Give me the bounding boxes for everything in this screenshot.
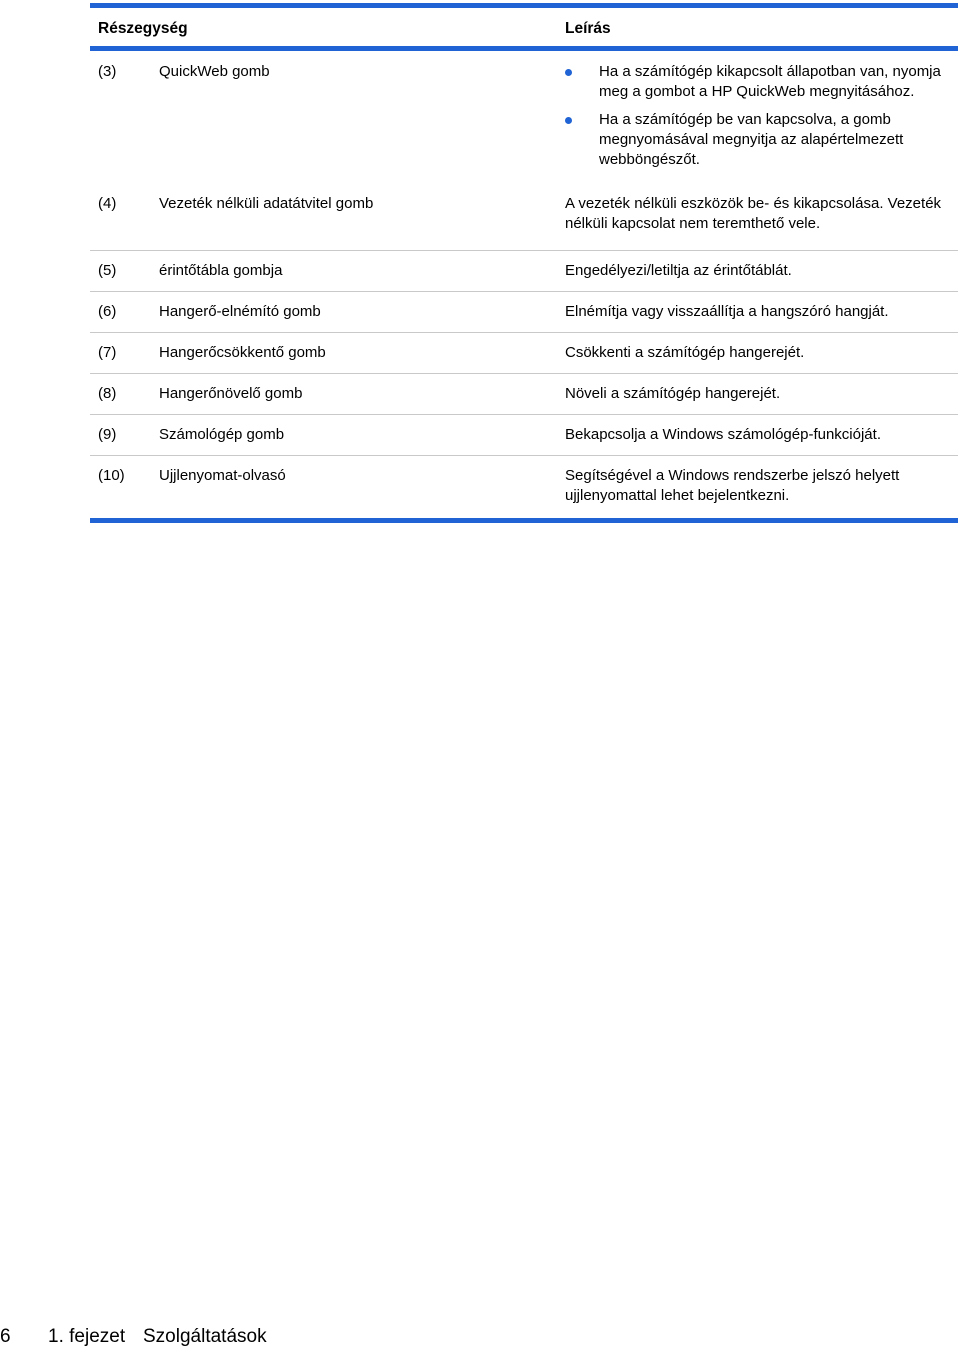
row-component: Hangerőnövelő gomb [159, 385, 303, 402]
header-description: Leírás [565, 20, 611, 37]
table-row [90, 374, 958, 414]
row-number: (10) [98, 467, 125, 484]
list-item [565, 62, 955, 102]
component-table [90, 3, 958, 523]
row-component: Vezeték nélküli adatátvitel gomb [159, 195, 374, 212]
row-description: A vezeték nélküli eszközök be- és kikapcsolása. Vezeték nélküli kapcsolat nem teremthető vele. [565, 195, 942, 232]
bullet-icon [565, 69, 572, 76]
row-number: (4) [98, 195, 117, 212]
bullet-text: Ha a számítógép kikapcsolt állapotban van, nyomja meg a gombot a HP QuickWeb megnyitásához. [599, 63, 941, 100]
row-description: Elnémítja vagy visszaállítja a hangszóró hangját. [565, 303, 889, 320]
row-number: (9) [98, 426, 117, 443]
table-row [90, 51, 958, 186]
table-row [90, 186, 958, 250]
list-item [565, 110, 955, 170]
row-component: Számológép gomb [159, 426, 285, 443]
bullet-text: Ha a számítógép be van kapcsolva, a gomb megnyomásával megnyitja az alapértelmezett webböngészőt. [599, 111, 904, 168]
header-component: Részegység [98, 20, 188, 37]
row-number: (8) [98, 385, 117, 402]
row-description: Növeli a számítógép hangerejét. [565, 385, 781, 402]
row-description: Csökkenti a számítógép hangerejét. [565, 344, 805, 361]
row-description: Engedélyezi/letiltja az érintőtáblát. [565, 262, 792, 279]
row-component: QuickWeb gomb [159, 63, 270, 80]
row-number: (7) [98, 344, 117, 361]
row-description: Bekapcsolja a Windows számológép-funkcióját. [565, 426, 881, 443]
table-row [90, 292, 958, 332]
table-bottom-rule [90, 518, 958, 523]
table-header-row [90, 8, 958, 46]
row-number: (5) [98, 262, 117, 279]
bullet-icon [565, 117, 572, 124]
table-row [90, 415, 958, 455]
chapter-label: 1. fejezet [48, 1326, 126, 1347]
page-number: 6 [0, 1326, 11, 1347]
row-component: érintőtábla gombja [159, 262, 283, 279]
table-row [90, 333, 958, 373]
section-label: Szolgáltatások [143, 1326, 267, 1347]
row-component: Hangerő-elnémító gomb [159, 303, 321, 320]
table-row [90, 251, 958, 291]
row-component: Hangerőcsökkentő gomb [159, 344, 326, 361]
row-description [565, 62, 955, 170]
table-row [90, 456, 958, 518]
row-number: (3) [98, 63, 117, 80]
row-number: (6) [98, 303, 117, 320]
row-component: Ujjlenyomat-olvasó [159, 467, 286, 484]
bullet-list [565, 62, 955, 170]
row-description: Segítségével a Windows rendszerbe jelszó helyett ujjlenyomattal lehet bejelentkezni. [565, 467, 900, 504]
